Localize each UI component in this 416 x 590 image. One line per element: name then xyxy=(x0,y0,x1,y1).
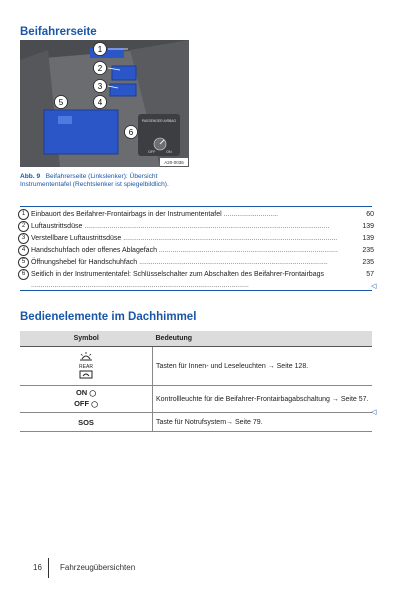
on-label: ON xyxy=(75,388,88,397)
callout-1 xyxy=(94,43,107,56)
item-number: 5 xyxy=(18,257,29,268)
item-text: Öffnungshebel für Handschuhfach xyxy=(31,259,138,266)
meaning-cell: Taste für Notrufsystem→ Seite 79. xyxy=(153,413,373,432)
item-text: Einbauort des Beifahrer-Frontairbags in der Instrumententafel xyxy=(31,211,222,218)
light-icon xyxy=(79,352,93,361)
item-page: 57 xyxy=(366,271,374,278)
figure-caption xyxy=(20,173,196,189)
item-number: 2 xyxy=(18,221,29,232)
switch-label: PASSENGER AIRBAG xyxy=(141,119,177,123)
column-header-meaning: Bedeutung xyxy=(153,331,373,347)
section-title-dachhimmel: Bedienelemente im Dachhimmel xyxy=(20,311,197,323)
item-text: Verstellbare Luftaustrittsdüse xyxy=(31,235,122,242)
list-item: 4 Handschuhfach oder offenes Ablagefach ............................................................................................ 235 xyxy=(18,245,374,257)
table-header-row xyxy=(20,331,372,347)
section-title-beifahrerseite: Beifahrerseite xyxy=(20,26,97,38)
list-item: 6 Seitlich in der Instrumententafel: Schlüsselschalter zum Abschalten des Beifahrer-Frontairbags ................................................................................................................ 57 xyxy=(18,269,374,291)
svg-text:5: 5 xyxy=(58,98,64,107)
item-text: Seitlich in der Instrumententafel: Schlüsselschalter zum Abschalten des Beifahrer-Frontairbags xyxy=(31,271,324,278)
end-marker-icon: ◁ xyxy=(371,409,377,416)
caption-label: Abb. 9 xyxy=(20,173,41,180)
item-page: 139 xyxy=(362,223,374,230)
list-top-rule xyxy=(20,206,372,207)
table-row xyxy=(20,347,372,386)
caption-text: Beifahrerseite (Linkslenker): Übersicht Instrumententafel (Rechtslenker ist spiegelbildlich). xyxy=(20,173,169,189)
callout-5 xyxy=(55,96,68,109)
svg-text:2: 2 xyxy=(97,64,103,73)
svg-text:1: 1 xyxy=(97,45,103,54)
column-header-symbol: Symbol xyxy=(20,331,153,347)
switch-off-label: OFF xyxy=(148,150,156,154)
callout-4 xyxy=(94,96,107,109)
end-marker-icon: ◁ xyxy=(371,283,377,290)
dashboard-figure xyxy=(20,40,189,167)
off-label: OFF xyxy=(74,399,90,408)
item-page: 139 xyxy=(362,235,374,242)
airbag-off-symbol-icon: ON ◯ OFF ◯ xyxy=(20,386,153,413)
item-page: 235 xyxy=(362,247,374,254)
symbol-table xyxy=(20,331,372,432)
switch-on-label: ON xyxy=(166,150,172,154)
item-page: 60 xyxy=(366,211,374,218)
item-text: Luftaustrittsdüse xyxy=(31,223,83,230)
callout-2 xyxy=(94,62,107,75)
item-number: 4 xyxy=(18,245,29,256)
svg-text:6: 6 xyxy=(128,128,134,137)
list-item: 3 Verstellbare Luftaustrittsdüse .............................................................................................................. 139 xyxy=(18,233,374,245)
item-text: Handschuhfach oder offenes Ablagefach xyxy=(31,247,157,254)
meaning-cell: Kontrollleuchte für die Beifahrer-Frontairbagabschaltung → Seite 57. xyxy=(153,386,373,413)
callout-6 xyxy=(125,126,138,139)
list-bottom-rule xyxy=(20,290,372,291)
footer-section: Fahrzeugübersichten xyxy=(60,563,136,572)
item-number: 3 xyxy=(18,233,29,244)
footer-divider xyxy=(48,558,49,578)
item-page: 235 xyxy=(362,259,374,266)
list-item: 2 Luftaustrittsdüse .............................................................................................................................. 139 xyxy=(18,221,374,233)
svg-text:4: 4 xyxy=(97,98,103,107)
svg-text:3: 3 xyxy=(97,82,103,91)
list-item: 5 Öffnungshebel für Handschuhfach ................................................................................................. 235 xyxy=(18,257,374,269)
callout-3 xyxy=(94,80,107,93)
reading-light-icon xyxy=(79,370,93,379)
table-row xyxy=(20,413,372,432)
sos-symbol-icon xyxy=(20,413,153,432)
list-item: 1 Einbauort des Beifahrer-Frontairbags in der Instrumententafel ............................ 60 xyxy=(18,209,374,221)
footer-page-number: 16 xyxy=(33,563,42,572)
meaning-cell: Tasten für Innen- und Leseleuchten → Seite 128. xyxy=(153,347,373,386)
dashboard-illustration xyxy=(20,40,189,167)
table-row xyxy=(20,386,372,413)
figure-code: A20-0036 xyxy=(164,160,184,165)
interior-light-symbol-icon xyxy=(20,347,153,386)
item-number: 1 xyxy=(18,209,29,220)
rear-label: REAR xyxy=(79,363,93,370)
sos-label: SOS xyxy=(78,417,94,427)
item-number: 6 xyxy=(18,269,29,280)
